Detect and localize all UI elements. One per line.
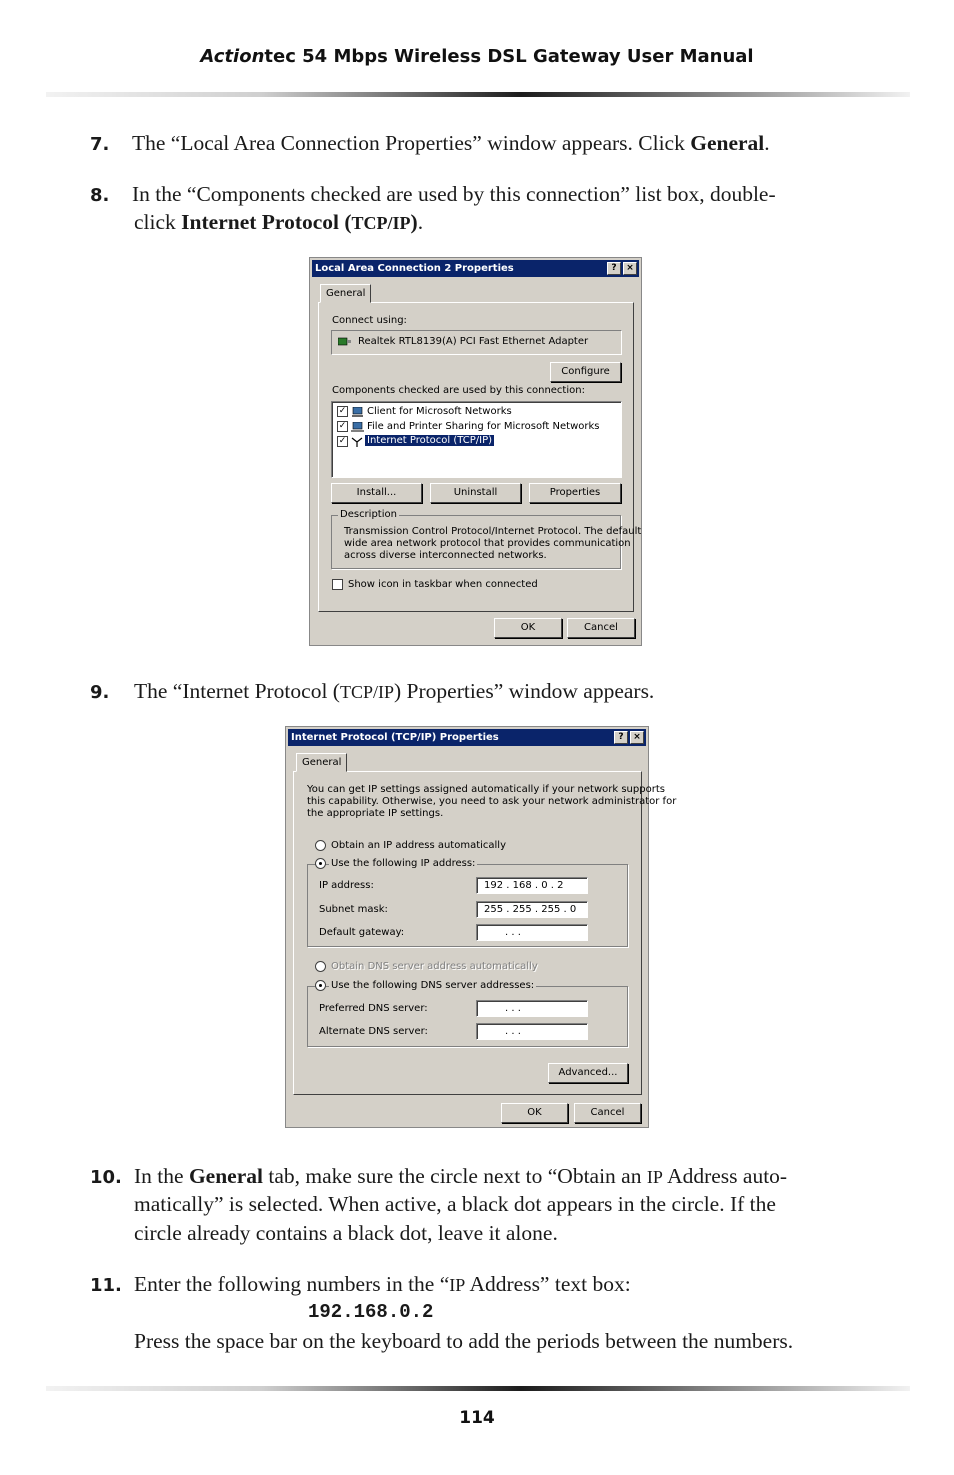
bold-run: ) — [410, 210, 418, 234]
ok-button[interactable]: OK — [501, 1103, 568, 1123]
description-line: across diverse interconnected networks. — [344, 550, 547, 561]
text-run: click — [134, 210, 182, 234]
step-text — [134, 677, 654, 706]
step-text-line-3: circle already contains a black dot, leave it alone. — [134, 1221, 558, 1245]
connect-using-label: Connect using: — [332, 315, 407, 326]
text-run: Address auto- — [662, 1164, 788, 1188]
use-ip-label: Use the following IP address: — [331, 858, 476, 869]
text-run: Address” text box: — [465, 1272, 631, 1296]
text-run: tab, make sure the circle next to “Obtain an — [262, 1164, 647, 1188]
tab-general[interactable]: General — [320, 284, 371, 303]
text-run: In the — [134, 1164, 189, 1188]
preferred-dns-value: . . . — [505, 1003, 521, 1014]
dialog-titlebar — [312, 260, 639, 277]
step-8 — [90, 180, 890, 240]
step-number: 11. — [90, 1275, 122, 1296]
small-caps-run: IP — [449, 1275, 466, 1295]
subnet-mask-label: Subnet mask: — [319, 904, 388, 915]
component-checkbox[interactable]: ✓ — [338, 436, 347, 446]
component-checkbox[interactable]: ✓ — [338, 421, 347, 431]
step-text-line-1: In the “Components checked are used by this connection” list box, double- — [132, 182, 776, 206]
configure-button[interactable]: Configure — [550, 362, 621, 382]
network-adapter-icon — [338, 337, 351, 347]
text-run: . — [764, 131, 770, 155]
uninstall-button[interactable]: Uninstall — [430, 483, 521, 503]
tab-general[interactable]: General — [296, 753, 347, 772]
protocol-icon — [351, 437, 364, 447]
step-text-line-2 — [134, 208, 423, 237]
step-text-line-2: matically” is selected. When active, a black dot appears in the circle. If the — [134, 1192, 776, 1216]
footer-rule — [46, 1386, 910, 1391]
show-icon-label: Show icon in taskbar when connected — [348, 579, 538, 590]
bold-run: General — [690, 131, 765, 155]
obtain-ip-radio[interactable] — [315, 840, 326, 851]
alternate-dns-label: Alternate DNS server: — [319, 1026, 428, 1037]
component-label-selected: Internet Protocol (TCP/IP) — [367, 435, 493, 446]
component-label: File and Printer Sharing for Microsoft Networks — [367, 421, 600, 432]
component-label: Client for Microsoft Networks — [367, 406, 512, 417]
small-caps-run: TCP/IP — [339, 682, 394, 702]
text-run: The “Local Area Connection Properties” window appears. Click — [132, 131, 691, 155]
alternate-dns-input[interactable] — [476, 1023, 588, 1040]
intro-line: You can get IP settings assigned automatically if your network supports — [307, 784, 665, 795]
show-icon-checkbox[interactable] — [332, 579, 343, 590]
text-run: ) Properties” window appears. — [394, 679, 655, 703]
ip-address-value: 192 . 168 . 0 . 2 — [484, 880, 564, 891]
description-line: Transmission Control Protocol/Internet Protocol. The default — [344, 526, 642, 537]
bold-run: General — [188, 1164, 263, 1188]
use-ip-radio[interactable] — [315, 858, 326, 869]
small-caps-run: TCP/IP — [351, 213, 411, 233]
subnet-mask-input[interactable] — [476, 901, 588, 918]
ip-code: 192.168.0.2 — [308, 1301, 434, 1323]
header-rule — [46, 92, 910, 97]
step-text-line-3: Press the space bar on the keyboard to add the periods between the numbers. — [134, 1329, 794, 1353]
file-sharing-icon — [351, 422, 364, 432]
help-button[interactable]: ? — [607, 262, 621, 275]
header-title-rest: tec 54 Mbps Wireless DSL Gateway User Manual — [264, 46, 754, 67]
ok-button[interactable]: OK — [494, 618, 562, 638]
small-caps-run: IP — [646, 1167, 663, 1187]
list-item[interactable] — [337, 405, 607, 420]
description-group — [331, 509, 642, 569]
obtain-dns-radio[interactable] — [315, 961, 326, 972]
advanced-button[interactable]: Advanced... — [548, 1063, 628, 1083]
help-button[interactable]: ? — [614, 731, 628, 744]
step-text — [132, 129, 770, 157]
intro-line: the appropriate IP settings. — [307, 808, 444, 819]
use-dns-label: Use the following DNS server addresses: — [331, 980, 535, 991]
bold-run: Internet Protocol ( — [181, 210, 352, 234]
step-number: 7. — [90, 134, 110, 155]
computer-icon — [351, 407, 364, 417]
header-title-brand: Action — [200, 46, 265, 67]
components-list[interactable] — [331, 401, 622, 478]
alternate-dns-value: . . . — [505, 1026, 521, 1037]
list-item[interactable] — [337, 420, 607, 435]
tcpip-properties-dialog — [285, 726, 677, 1128]
components-label: Components checked are used by this connection: — [332, 385, 585, 396]
cancel-button[interactable]: Cancel — [574, 1103, 641, 1123]
close-button[interactable]: × — [630, 731, 644, 744]
install-button[interactable]: Install... — [331, 483, 422, 503]
preferred-dns-label: Preferred DNS server: — [319, 1003, 428, 1014]
ip-address-input[interactable] — [476, 877, 588, 894]
obtain-ip-label: Obtain an IP address automatically — [331, 840, 507, 851]
dialog-title: Local Area Connection 2 Properties — [315, 263, 514, 274]
page-number: 114 — [459, 1408, 495, 1428]
dialog-titlebar — [288, 729, 646, 746]
text-run: . — [417, 210, 424, 234]
close-button[interactable]: × — [623, 262, 637, 275]
ip-address-label: IP address: — [319, 880, 374, 891]
cancel-button[interactable]: Cancel — [567, 618, 635, 638]
local-area-connection-dialog — [309, 257, 642, 646]
default-gateway-value: . . . — [505, 927, 521, 938]
use-dns-radio[interactable] — [315, 980, 326, 991]
preferred-dns-input[interactable] — [476, 1000, 588, 1017]
component-checkbox[interactable]: ✓ — [338, 406, 347, 416]
header-title — [0, 46, 954, 67]
intro-line: this capability. Otherwise, you need to ask your network administrator for — [307, 796, 677, 807]
step-number: 10. — [90, 1167, 122, 1188]
dialog-title: Internet Protocol (TCP/IP) Properties — [291, 732, 499, 743]
step-number: 8. — [90, 185, 110, 206]
step-text-line-1 — [134, 1162, 787, 1191]
step-number: 9. — [90, 682, 110, 703]
adapter-name: Realtek RTL8139(A) PCI Fast Ethernet Adapter — [358, 336, 589, 347]
list-item[interactable] — [337, 435, 607, 450]
default-gateway-label: Default gateway: — [319, 927, 405, 938]
properties-button[interactable]: Properties — [529, 483, 621, 503]
step-text-line-1 — [134, 1270, 631, 1299]
step-11 — [90, 1270, 890, 1360]
text-run: The “Internet Protocol ( — [134, 679, 340, 703]
adapter-box — [331, 330, 622, 355]
description-legend: Description — [340, 509, 397, 520]
step-10 — [90, 1162, 890, 1252]
default-gateway-input[interactable] — [476, 924, 588, 941]
description-line: wide area network protocol that provides communication — [344, 538, 631, 549]
subnet-mask-value: 255 . 255 . 255 . 0 — [484, 904, 577, 915]
text-run: Enter the following numbers in the “ — [134, 1272, 450, 1296]
obtain-dns-label: Obtain DNS server address automatically — [331, 961, 538, 972]
